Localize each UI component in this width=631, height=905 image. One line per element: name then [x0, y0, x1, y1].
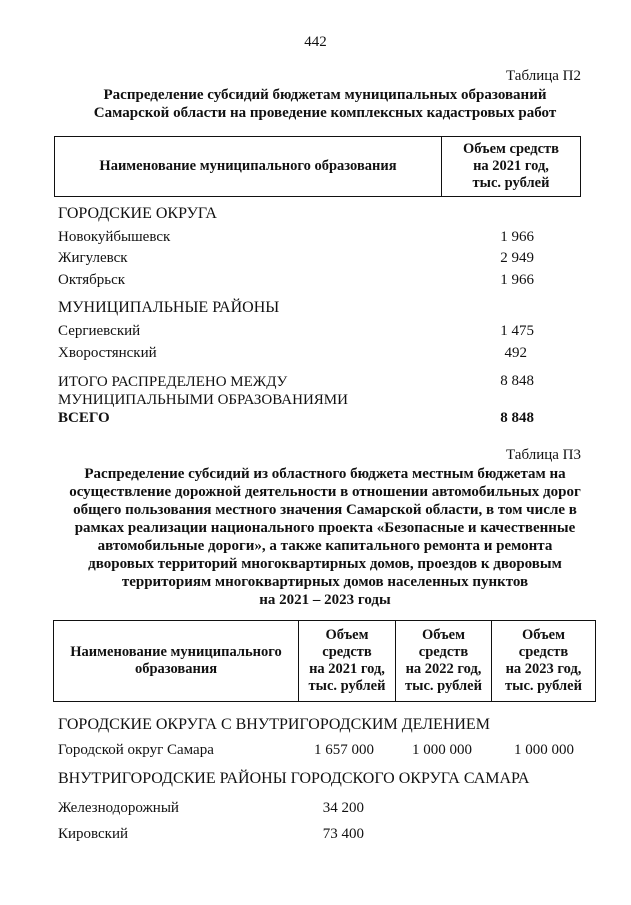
- total-distributed-value: 8 848: [500, 373, 534, 389]
- table-p2-caption: [60, 86, 590, 122]
- table-p3-header: [53, 620, 596, 702]
- table-row-value: 492: [504, 345, 527, 361]
- header-line: на 2023 год,: [505, 661, 582, 677]
- page-number: 442: [304, 34, 327, 50]
- table-row-value: 1 966: [500, 229, 534, 245]
- table-row-name: Городской округ Самара: [58, 742, 214, 758]
- header-line: средств: [518, 644, 569, 660]
- header-line: на 2022 год,: [405, 661, 482, 677]
- header-name-column: Наименование муниципального образования: [99, 158, 397, 174]
- header-2021-column: [298, 621, 395, 701]
- section-title: ГОРОДСКИЕ ОКРУГА С ВНУТРИГОРОДСКИМ ДЕЛЕНИЕМ: [58, 716, 490, 733]
- header-value-column: [441, 137, 580, 196]
- table-row-name: Новокуйбышевск: [58, 229, 171, 245]
- header-line: образования: [134, 661, 218, 677]
- caption-line: территориям многоквартирных домов населенных пунктов: [121, 574, 529, 590]
- total-distributed-label: [58, 373, 348, 409]
- table-row-name: Жигулевск: [58, 250, 128, 266]
- header-2022-column: [395, 621, 491, 701]
- table-row-value: 2 949: [500, 250, 534, 266]
- table-p2-header: [54, 136, 581, 197]
- table-p3-label: Таблица П3: [506, 447, 581, 463]
- header-line: Наименование муниципального: [70, 644, 282, 660]
- table-row-value-2021: 73 400: [322, 826, 364, 842]
- caption-line: на 2021 – 2023 годы: [259, 592, 391, 608]
- header-line: тыс. рублей: [472, 175, 550, 191]
- caption-line: автомобильные дороги», а также капитального ремонта и ремонта: [97, 538, 553, 554]
- header-line: Объем: [522, 627, 565, 643]
- header-line: Объем: [325, 627, 369, 643]
- header-line: тыс. рублей: [505, 678, 582, 694]
- header-line: средств: [322, 644, 372, 660]
- section-title: ГОРОДСКИЕ ОКРУГА: [58, 205, 217, 222]
- caption-line: общего пользования местного значения Самарской области, в том числе в: [73, 502, 577, 518]
- table-row-value-2021: 34 200: [322, 800, 364, 816]
- table-p3-caption: [60, 465, 590, 609]
- table-row-value-2022: 1 000 000: [412, 742, 472, 758]
- table-row-value: 1 966: [500, 272, 534, 288]
- header-line: на 2021 год,: [309, 661, 385, 677]
- header-name-column: [54, 621, 298, 701]
- total-line: МУНИЦИПАЛЬНЫМИ ОБРАЗОВАНИЯМИ: [58, 392, 348, 408]
- header-2023-column: [491, 621, 595, 701]
- caption-line: рамках реализации национального проекта «Безопасные и качественные: [74, 520, 576, 536]
- table-row-name: Октябрьск: [58, 272, 126, 288]
- table-row-value: 1 475: [500, 323, 534, 339]
- caption-line: Распределение субсидий из областного бюджета местным бюджетам на: [84, 466, 566, 482]
- grand-total-label: ВСЕГО: [58, 410, 110, 426]
- table-row-name: Хворостянский: [58, 345, 157, 361]
- header-line: тыс. рублей: [308, 678, 386, 694]
- caption-line: Самарской области на проведение комплексных кадастровых работ: [93, 105, 557, 121]
- section-title: МУНИЦИПАЛЬНЫЕ РАЙОНЫ: [58, 299, 280, 316]
- grand-total-value: 8 848: [500, 410, 534, 426]
- table-p2-label: Таблица П2: [506, 68, 581, 84]
- table-row-name: Кировский: [58, 826, 129, 842]
- caption-line: осуществление дорожной деятельности в отношении автомобильных дорог: [69, 484, 581, 500]
- section-title: ВНУТРИГОРОДСКИЕ РАЙОНЫ ГОРОДСКОГО ОКРУГА САМАРА: [58, 770, 530, 787]
- total-line: ИТОГО РАСПРЕДЕЛЕНО МЕЖДУ: [58, 374, 288, 390]
- table-row-name: Сергиевский: [58, 323, 141, 339]
- header-line: Объем: [422, 627, 465, 643]
- caption-line: дворовых территорий многоквартирных домов, проездов к дворовым: [88, 556, 562, 572]
- header-line: на 2021 год,: [473, 158, 549, 174]
- header-line: средств: [418, 644, 469, 660]
- header-line: Объем средств: [462, 141, 560, 157]
- table-row-value-2021: 1 657 000: [314, 742, 374, 758]
- caption-line: Распределение субсидий бюджетам муниципальных образований: [103, 87, 547, 103]
- header-line: тыс. рублей: [405, 678, 482, 694]
- table-row-value-2023: 1 000 000: [514, 742, 574, 758]
- table-row-name: Железнодорожный: [58, 800, 179, 816]
